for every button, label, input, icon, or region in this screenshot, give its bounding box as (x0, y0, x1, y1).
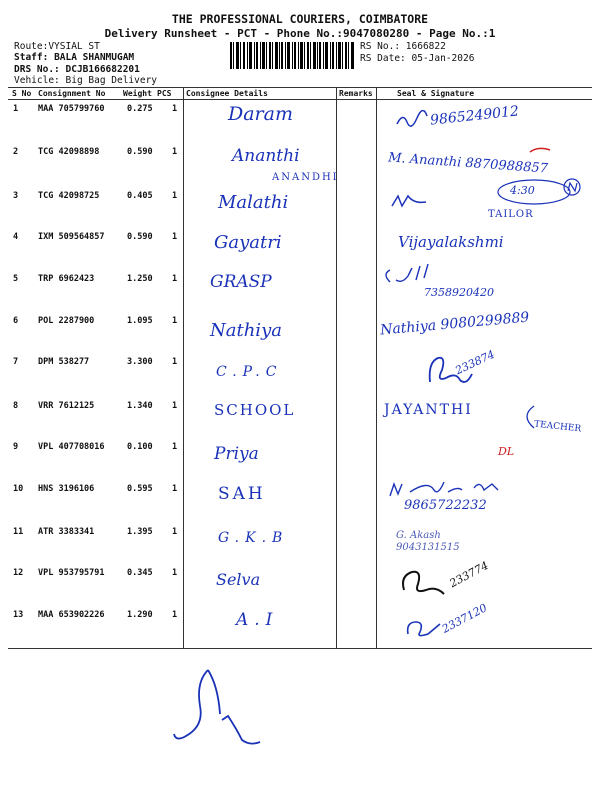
signature-text: TAILOR (488, 209, 534, 220)
consignee-handwriting: Nathiya (210, 320, 282, 341)
signature-text: M. Ananthi 8870988857 (387, 150, 549, 177)
consignee-handwriting: Ananthi (232, 146, 300, 166)
row-sno: 5 (13, 274, 19, 284)
row-sno: 1 (13, 104, 19, 114)
signature-scribble (388, 476, 508, 500)
row-consignment: VRR 7612125 (38, 401, 95, 411)
row-weight: 0.595 (127, 484, 153, 494)
row-pcs: 1 (172, 484, 178, 494)
row-sno: 3 (13, 191, 19, 201)
consignee-handwriting: A.I (236, 610, 279, 630)
row-consignment: VPL 953795791 (38, 568, 105, 578)
vehicle-label: Vehicle: (14, 75, 60, 86)
table-top-rule (8, 87, 592, 88)
route-line (14, 41, 100, 52)
row-sno: 8 (13, 401, 19, 411)
row-pcs: 1 (172, 104, 178, 114)
row-weight: 0.405 (127, 191, 153, 201)
row-weight: 1.095 (127, 316, 153, 326)
row-pcs: 1 (172, 191, 178, 201)
row-consignment: ATR 3383341 (38, 527, 95, 537)
row-pcs: 1 (172, 442, 178, 452)
row-consignment: VPL 407708016 (38, 442, 105, 452)
col-seal: Seal & Signature (397, 89, 475, 98)
row-weight: 1.395 (127, 527, 153, 537)
row-weight: 0.590 (127, 232, 153, 242)
row-consignment: TCG 42098898 (38, 147, 100, 157)
row-pcs: 1 (172, 610, 178, 620)
col-consignment: Consignment No (38, 89, 106, 98)
staff-label: Staff: (14, 52, 49, 63)
drs-line (14, 64, 140, 75)
signature-text: DL (498, 445, 515, 458)
signature-text: 233874 (453, 347, 497, 378)
signature-note: TEACHER (533, 419, 582, 435)
consignee-handwriting: Malathi (218, 192, 289, 213)
seal-divider (376, 87, 377, 648)
consignee-handwriting: Priya (214, 444, 259, 464)
row-pcs: 1 (172, 232, 178, 242)
delivery-time-note: 4:30 (510, 184, 535, 197)
col-remarks: Remarks (339, 89, 373, 98)
drs-label: DRS No.: (14, 64, 60, 75)
row-consignment: IXM 509564857 (38, 232, 105, 242)
col-weight: Weight (123, 89, 152, 98)
signature-scribble (390, 192, 430, 212)
rs-date-value: 05-Jan-2026 (411, 53, 475, 64)
signature-text: 7358920420 (424, 286, 494, 299)
consignee-handwriting: SCHOOL (214, 401, 296, 419)
signature-scribble (404, 612, 444, 640)
row-weight: 0.275 (127, 104, 153, 114)
row-sno: 2 (13, 147, 19, 157)
row-sno: 7 (13, 357, 19, 367)
signature-text: Vijayalakshmi (398, 233, 504, 251)
signature-text: 233774 (447, 558, 491, 591)
drs-value: DCJB166682201 (65, 64, 140, 75)
company-title: THE PROFESSIONAL COURIERS, COIMBATORE (171, 12, 429, 26)
col-pcs: PCS (157, 89, 172, 98)
row-consignment: MAA 653902226 (38, 610, 105, 620)
consignee-handwriting: GRASP (210, 272, 272, 292)
signature-text: G. Akash 9043131515 (396, 530, 460, 553)
row-weight: 1.250 (127, 274, 153, 284)
signature-text: 9865249012 (429, 103, 520, 129)
vehicle-value: Big Bag Delivery (65, 75, 158, 86)
signature-text: Nathiya 9080299889 (379, 309, 530, 339)
circled-note-mark (494, 177, 588, 207)
vehicle-line (14, 75, 157, 86)
signature-scribble (382, 264, 442, 288)
table-header-rule (8, 99, 592, 100)
row-pcs: 1 (172, 527, 178, 537)
row-pcs: 1 (172, 568, 178, 578)
row-sno: 10 (13, 484, 24, 494)
signature-text: JAYANTHI (384, 402, 473, 418)
consignee-handwriting: C.P.C (216, 364, 283, 380)
rs-no-label: RS No.: (360, 41, 401, 52)
runsheet-subtitle: Delivery Runsheet - PCT - Phone No.:9047080280 - Page No.:1 (104, 27, 496, 40)
consignee-handwriting: Gayatri (214, 232, 282, 253)
consignee-handwriting: Daram (228, 103, 293, 125)
col-consignee: Consignee Details (186, 89, 268, 98)
row-consignment: TRP 6962423 (38, 274, 95, 284)
row-sno: 4 (13, 232, 19, 242)
consignee-note: ANANDHI (272, 172, 339, 183)
row-weight: 3.300 (127, 357, 153, 367)
strike-mark (528, 146, 552, 156)
consignee-handwriting: G.K.B (218, 530, 289, 546)
row-consignment: DPM 538277 (38, 357, 90, 367)
row-weight: 0.345 (127, 568, 153, 578)
signature-scribble (400, 564, 450, 600)
row-pcs: 1 (172, 316, 178, 326)
staff-value: BALA SHANMUGAM (54, 52, 135, 63)
rs-date-label: RS Date: (360, 53, 406, 64)
barcode (230, 42, 354, 69)
row-consignment: TCG 42098725 (38, 191, 100, 201)
consignee-handwriting: SAH (218, 484, 266, 504)
row-weight: 0.590 (127, 147, 153, 157)
signature-text: 9865722232 (404, 498, 487, 513)
route-label: Route: (14, 41, 49, 52)
col-sno: S No (12, 89, 32, 98)
row-consignment: HNS 3196106 (38, 484, 95, 494)
runner-signature (170, 662, 290, 748)
row-consignment: MAA 705799760 (38, 104, 105, 114)
row-pcs: 1 (172, 357, 178, 367)
row-sno: 9 (13, 442, 19, 452)
row-weight: 0.100 (127, 442, 153, 452)
route-value: VYSIAL ST (48, 41, 100, 52)
signature-scribble (395, 110, 429, 130)
rs-date-line (360, 53, 474, 64)
row-pcs: 1 (172, 147, 178, 157)
row-sno: 12 (13, 568, 24, 578)
row-sno: 13 (13, 610, 24, 620)
staff-line (14, 52, 134, 63)
rs-no-value: 1666822 (405, 41, 446, 52)
row-weight: 1.340 (127, 401, 153, 411)
bracket-mark (518, 404, 538, 432)
row-consignment: POL 2287900 (38, 316, 95, 326)
table-bottom-rule (8, 648, 592, 649)
row-sno: 6 (13, 316, 19, 326)
rs-no-line (360, 41, 446, 52)
consignee-divider (183, 87, 184, 648)
row-pcs: 1 (172, 401, 178, 411)
row-weight: 1.290 (127, 610, 153, 620)
signature-text: 2337120 (439, 601, 490, 636)
row-sno: 11 (13, 527, 24, 537)
row-pcs: 1 (172, 274, 178, 284)
consignee-handwriting: Selva (216, 570, 261, 589)
